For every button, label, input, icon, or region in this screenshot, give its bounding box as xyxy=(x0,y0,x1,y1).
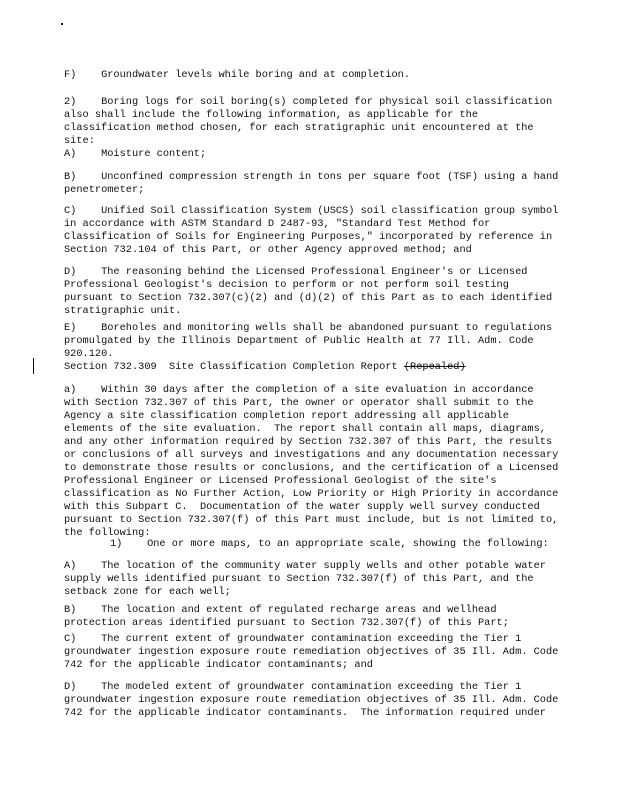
para-2-line: classification method chosen, for each stratigraphic unit encountered at the xyxy=(64,122,534,134)
para-sa-line: or conclusions of all surveys and investigations and any documentation necessary xyxy=(64,449,559,461)
para-mc-line: C) The current extent of groundwater contamination exceeding the Tier 1 xyxy=(64,633,522,645)
para-b-line: penetrometer; xyxy=(64,184,145,196)
para-c-line: Classification of Soils for Engineering Purposes," incorporated by reference in xyxy=(64,231,553,243)
para-e-line: E) Boreholes and monitoring wells shall be abandoned pursuant to regulations xyxy=(64,322,553,334)
para-mb-line: B) The location and extent of regulated recharge areas and wellhead xyxy=(64,604,497,616)
para-a-line: A) Moisture content; xyxy=(64,148,207,160)
para-mc-line: 742 for the applicable indicator contaminants; and xyxy=(64,659,373,671)
para-sa-line: Professional Engineer or Licensed Professional Geologist of the site's xyxy=(64,475,497,487)
para-e-line: 920.120. xyxy=(64,348,114,360)
para-sa-line: elements of the site evaluation. The report shall contain all maps, diagrams, xyxy=(64,423,546,435)
para-d-line: pursuant to Section 732.307(c)(2) and (d)(2) of this Part as to each identified xyxy=(64,292,553,304)
para-sa-line: and any other information required by Section 732.307 of this Part, the results xyxy=(64,436,553,448)
para-md-line: D) The modeled extent of groundwater contamination exceeding the Tier 1 xyxy=(64,681,522,693)
para-d-line: stratigraphic unit. xyxy=(64,305,182,317)
para-mb-line: protection areas identified pursuant to Section 732.307(f) of this Part; xyxy=(64,617,509,629)
para-1-line: 1) One or more maps, to an appropriate scale, showing the following: xyxy=(110,538,549,550)
section-heading-text: Section 732.309 Site Classification Completion Report xyxy=(64,361,404,373)
para-sa-line: pursuant to Section 732.307(f) of this Part must include, but is not limited to, xyxy=(64,514,559,526)
para-mc-line: groundwater ingestion exposure route remediation objectives of 35 Ill. Adm. Code xyxy=(64,646,559,658)
para-c-line: in accordance with ASTM Standard D 2487-93, "Standard Test Method for xyxy=(64,218,491,230)
para-sa-line: with Section 732.307 of this Part, the owner or operator shall submit to the xyxy=(64,397,534,409)
para-sa-line: the following: xyxy=(64,527,151,539)
para-sa-line: with this Subpart C. Documentation of the water supply well survey conducted xyxy=(64,501,540,513)
para-e-line: promulgated by the Illinois Department of Public Health at 77 Ill. Adm. Code xyxy=(64,335,534,347)
para-b-line: B) Unconfined compression strength in tons per square foot (TSF) using a hand xyxy=(64,171,559,183)
para-ma-line: A) The location of the community water supply wells and other potable water xyxy=(64,560,546,572)
repealed-strikethrough: (Repealed) xyxy=(403,361,466,373)
para-2-line: 2) Boring logs for soil boring(s) completed for physical soil classification xyxy=(64,96,553,108)
para-c-line: C) Unified Soil Classification System (USCS) soil classification group symbol xyxy=(64,205,559,217)
para-ma-line: supply wells identified pursuant to Section 732.307(f) of this Part, and the xyxy=(64,573,534,585)
para-md-line: 742 for the applicable indicator contaminants. The information required under xyxy=(64,707,546,719)
revision-bar xyxy=(33,358,34,374)
para-d-line: D) The reasoning behind the Licensed Professional Engineer's or Licensed xyxy=(64,266,528,278)
para-sa-line: to demonstrate those results or conclusions, and the certification of a Licensed xyxy=(64,462,559,474)
para-sa-line: Agency a site classification completion report addressing all applicable xyxy=(64,410,509,422)
para-sa-line: classification as No Further Action, Low Priority or High Priority in accordance xyxy=(64,488,559,500)
para-md-line: groundwater ingestion exposure route remediation objectives of 35 Ill. Adm. Code xyxy=(64,694,559,706)
para-ma-line: setback zone for each well; xyxy=(64,586,231,598)
para-sa-line: a) Within 30 days after the completion of a site evaluation in accordance xyxy=(64,384,534,396)
para-c-line: Section 732.104 of this Part, or other Agency approved method; and xyxy=(64,244,472,256)
section-heading xyxy=(64,361,466,374)
para-f-line: F) Groundwater levels while boring and at completion. xyxy=(64,69,411,81)
para-2-line: site: xyxy=(64,135,95,147)
para-d-line: Professional Geologist's decision to perform or not perform soil testing xyxy=(64,279,509,291)
para-2-line: also shall include the following information, as applicable for the xyxy=(64,109,479,121)
scan-speck xyxy=(61,23,63,25)
